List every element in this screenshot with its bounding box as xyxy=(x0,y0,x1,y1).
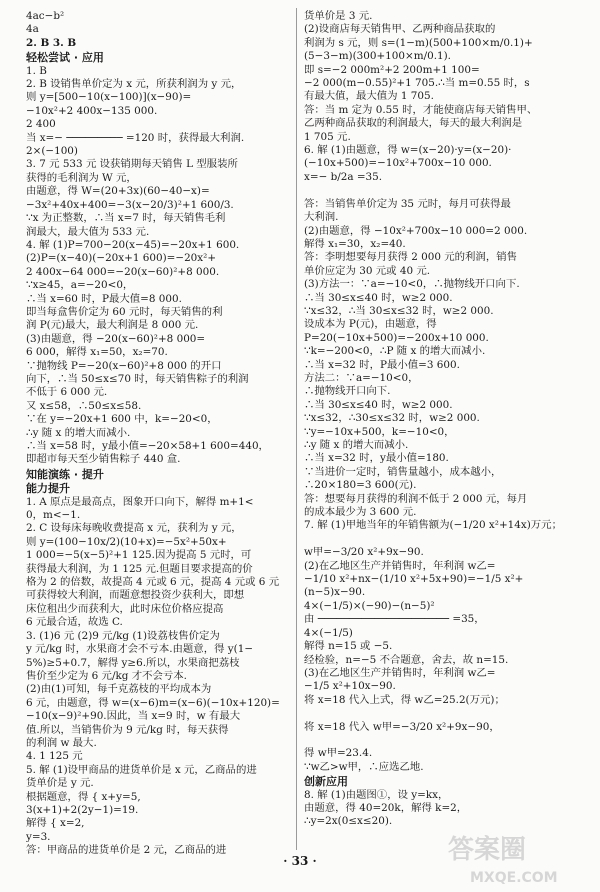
text-line xyxy=(304,533,578,546)
text-line: ∴y=2x(0≤x≤20). xyxy=(304,815,393,828)
text-line: 2 400x−64 000=−20(x−60)²+8 000. xyxy=(26,265,220,278)
text-line: 答：想要每月获得的利润不低于 2 000 元，每月 xyxy=(304,492,528,505)
text-line: 答：当 m 定为 0.55 时，才能使商店每天销售甲、 xyxy=(304,103,538,116)
text-line: ∴当 x=32 时，P最小值=3 600. xyxy=(304,358,460,371)
text-line: ∵x≤32，∴30≤x≤32 时，w≥2 000. xyxy=(304,412,480,425)
section-heading: 知能演练 · 提升 xyxy=(26,467,104,481)
text-line: 解得 n=15 或 −5. xyxy=(304,640,393,653)
text-line xyxy=(304,707,578,720)
text-line: 货单价是 3 元. xyxy=(304,10,373,22)
section-heading: 轻松尝试 · 应用 xyxy=(26,51,104,65)
text-line: 将 x=18 代入上式，得 w乙=25.2(万元)； xyxy=(304,693,505,706)
text-line: 8. 解 (1)由题图①，设 y=kx， xyxy=(304,788,449,801)
text-line: 1. A 原点是最高点，图象开口向下，解得 m+1< xyxy=(26,495,254,508)
text-line: 6 000，解得 x₁=50，x₂=70. xyxy=(26,346,168,359)
text-line: ∴y 随 x 的增大而减小. xyxy=(26,426,131,439)
text-line: ∵抛物线 P=−20(x−60)²+8 000 的开口 xyxy=(26,359,222,372)
text-line: 获得的毛利润为 W 元， xyxy=(26,171,137,184)
text-line: 1. B xyxy=(26,64,47,77)
text-line: 2×(−100) xyxy=(26,145,78,158)
text-line: ∵当进价一定时，销售量越小，成本越小， xyxy=(304,465,502,478)
text-line: 1 705 元. xyxy=(304,130,351,143)
text-line: 格为 2 的倍数，故提高 4 元或 6 元，提高 4 元或 6 元 xyxy=(26,576,280,589)
text-line: 的成本最少为 3 600 元. xyxy=(304,506,417,519)
text-line: 得 w甲=23.4. xyxy=(304,747,373,760)
text-line: 润最大，最大值为 533 元. xyxy=(26,225,150,238)
watermark-logo xyxy=(440,828,590,888)
text-line: 1 000=−5(x−5)²+1 125.因为提高 5 元时，可 xyxy=(26,549,252,562)
text-line: 3(x+1)+2(2y−1)=19. xyxy=(26,803,139,816)
text-line: P=20(−10x+500)=−200x+10 000. xyxy=(304,331,489,344)
text-line: 5. 解 (1)设甲商品的进货单价是 x 元，乙商品的进 xyxy=(26,763,257,776)
text-line: (2)在乙地区生产并销售时，年利润 w乙= xyxy=(304,559,496,572)
text-line: 大利润. xyxy=(304,211,339,224)
text-line: 2. C 设每床每晚收费提高 x 元，获利为 y 元， xyxy=(26,522,242,535)
text-line: 6. 解 (1)由题意，得 w=(x−20)·y=(x−20)· xyxy=(304,144,512,157)
section-heading: 能力提升 xyxy=(26,482,70,496)
text-line: y 元/kg 时，水果商才会不亏本.由题意，得 y(1− xyxy=(26,643,254,656)
text-line: 即 s=−2 000m²+2 200m+1 100= xyxy=(304,63,480,76)
text-line: 4. 解 (1)P=700−20(x−45)=−20x+1 600. xyxy=(26,238,240,251)
text-line: (2)设商店每天销售甲、乙两种商品获取的 xyxy=(304,23,496,36)
text-line: 3. 7 元 533 元 设获销期每天销售 L 型服装所 xyxy=(26,158,238,171)
text-line: 则 y=(100−10x/2)(10+x)=−5x²+50x+ xyxy=(26,535,227,548)
text-line: ∴y 随 x 的增大而减小. xyxy=(304,439,409,451)
text-line: (2)由(1)可知，每千克荔枝的平均成本为 xyxy=(26,683,212,696)
section-heading: 创新应用 xyxy=(304,775,348,789)
text-line: ∵k=−200<0，∴P 随 x 的增大而减小. xyxy=(304,345,486,358)
text-line: ∴当 x=60 时，P最大值=8 000. xyxy=(26,292,182,305)
text-line: 2 400 xyxy=(26,118,56,131)
text-line: 2. B 设销售单价定为 x 元，所获利润为 y 元， xyxy=(26,78,242,91)
text-line: x=− b/2a =35. xyxy=(304,170,383,183)
text-line: −3x²+40x+400=−3(x−20/3)²+1 600/3. xyxy=(26,198,234,211)
text-line: 值.所以，当销售价为 9 元/kg 时，每天获得 xyxy=(26,723,229,736)
text-line: 4. 1 125 元 xyxy=(26,750,83,763)
text-line: 可获得较大利润，而题意想投资少获利大，即想 xyxy=(26,589,245,602)
text-line: (2)P=(x−40)(−20x+1 600)=−20x²+ xyxy=(26,252,217,265)
text-line: 4ac−b² xyxy=(26,10,65,22)
text-line: 4×(−1/5) xyxy=(304,626,353,639)
text-line: 由 ───────────────────── =35， xyxy=(304,613,485,626)
text-line: (5−3−m)(300+100×m/0.1). xyxy=(304,50,451,63)
text-line: ∴当 30≤x≤40 时，w≥2 000. xyxy=(304,398,453,411)
text-line xyxy=(304,734,578,747)
text-line: 有最大值，最大值为 1 705. xyxy=(304,90,434,103)
text-line: ∵在 y=−20x+1 600 中，k=−20<0， xyxy=(26,413,218,426)
text-line: 即超市每天至少销售粽子 440 盒. xyxy=(26,453,181,466)
text-line: 利润为 s 元，则 s=(1−m)(500+100×m/0.1)+ xyxy=(304,36,533,49)
text-line: 的利润 w 最大. xyxy=(26,736,97,749)
text-line: 答：当销售单价定为 35 元时，每月可获得最 xyxy=(304,197,511,210)
text-line: w甲=−3/20 x²+9x−90. xyxy=(304,546,424,559)
text-line: 润 P(元)最大，最大利润是 8 000 元. xyxy=(26,319,199,332)
right-column xyxy=(304,10,578,852)
text-line: 经检验，n=−5 不合题意，舍去，故 n=15. xyxy=(304,653,509,666)
text-line: (n−5)x−90. xyxy=(304,586,366,599)
text-line: ∴当 30≤x≤40 时，w≥2 000. xyxy=(304,291,453,304)
text-line: ∵y=−10x+500，k=−10<0， xyxy=(304,425,455,438)
text-line: 4×(−1/5)×(−90)−(n−5)² xyxy=(304,599,435,612)
text-line: 解得 x₁=30，x₂=40. xyxy=(304,237,406,250)
text-line: 方法二：∵a=−10<0， xyxy=(304,371,419,384)
left-column xyxy=(26,10,290,857)
watermark-subtext: MXQE.COM xyxy=(470,870,558,886)
text-line: 4a xyxy=(26,23,39,36)
text-line: ∴当 x=58 时，y最小值=−20×58+1 600=440， xyxy=(26,440,269,452)
column-divider xyxy=(296,8,297,850)
text-line: ∵x 为正整数，∴当 x=7 时，每天销售毛利 xyxy=(26,212,226,225)
text-line: 又 x≤58，∴50≤x≤58. xyxy=(26,399,142,412)
text-line: 设成本为 P(元)，由题意，得 xyxy=(304,318,437,331)
text-line: 解得 { x=2, xyxy=(26,817,85,830)
text-line: ∴20×180=3 600(元). xyxy=(304,479,417,492)
text-line: ∴抛物线开口向下. xyxy=(304,385,391,398)
watermark-text: 答案圈 xyxy=(448,835,527,865)
text-line: 货单价是 y 元. xyxy=(26,777,94,790)
text-line: (−10x+500)=−10x²+700x−10 000. xyxy=(304,157,492,170)
text-line: ∵x≥45，a=−20<0， xyxy=(26,279,134,292)
text-line: 不低于 6 000 元. xyxy=(26,386,108,399)
text-line: (3)在乙地区生产并销售时，年利润 w乙= xyxy=(304,666,496,679)
text-line: 售价至少定为 6 元/kg 才不会亏本. xyxy=(26,669,187,682)
text-line: 2. B 3. B xyxy=(26,36,77,49)
text-line: 即当每盒售价定为 60 元时，每天销售的利 xyxy=(26,305,223,318)
text-line: ∵x≤32，∴当 30≤x≤32 时，w≥2 000. xyxy=(304,304,494,317)
text-line: 3. (1)6 元 (2)9 元/kg (1)设荔枝售价定为 xyxy=(26,629,220,642)
text-line xyxy=(304,184,578,197)
text-line: (3)方法一：∵a=−10<0，∴抛物线开口向下. xyxy=(304,278,520,291)
text-line: 乙两种商品获取的利润最大，每天的最大利润是 xyxy=(304,117,523,130)
text-line: ∴当 x=32 时，y最小值=180. xyxy=(304,452,449,465)
text-line: 答：甲商品的进货单价是 2 元，乙商品的进 xyxy=(26,844,227,857)
text-line: −10x²+2 400x−135 000. xyxy=(26,104,158,117)
text-line: 向下，∴当 50≤x≤70 时，每天销售粽子的利润 xyxy=(26,372,249,385)
page-number: · 33 · xyxy=(283,854,317,868)
text-line: −1/10 x²+nx−(1/10 x²+5x+90)=−1/5 x²+ xyxy=(304,573,524,586)
text-line: 获得最大利润，为 1 125 元.但题目要求提高的价 xyxy=(26,562,253,575)
text-line: 将 x=18 代入 w甲=−3/20 x²+9x−90， xyxy=(304,720,500,733)
text-line: y=3. xyxy=(26,830,51,843)
text-line: 6 元最合适，故选 C. xyxy=(26,616,123,629)
text-line: 6 元，由题意，得 w=(x−6)m=(x−6)(−10x+120)= xyxy=(26,696,280,709)
text-line: (2)由题意，得 −10x²+700x−10 000=2 000. xyxy=(304,224,528,237)
text-line: 则 y=[500−10(x−100)](x−90)= xyxy=(26,91,192,104)
text-line: 5%)≥5+0.7，解得 y≥6.所以，水果商把荔枝 xyxy=(26,656,240,669)
text-line: −2 000(m−0.55)²+1 705.∴当 m=0.55 时，s xyxy=(304,77,530,90)
text-line: 单价应定为 30 元或 40 元. xyxy=(304,264,431,277)
text-line: ∵w乙>w甲，∴应选乙地. xyxy=(304,760,424,773)
text-line: 根据题意，得 { x+y=5, xyxy=(26,790,141,803)
text-line: 7. 解 (1)甲地当年的年销售额为(−1/20 x²+14x)万元； xyxy=(304,519,562,532)
text-line: −10(x−9)²+90.因此，当 x=9 时，w 有最大 xyxy=(26,710,241,723)
text-line: 0，m<−1. xyxy=(26,509,81,522)
text-line: 由题意，得 40=20k，解得 k=2， xyxy=(304,801,468,814)
text-line: 由题意，得 W=(20+3x)(60−40−x)= xyxy=(26,185,210,198)
text-line: 当 x=− ───────── =120 时，获得最大利润. xyxy=(26,131,245,144)
text-line: 答：李明想要每月获得 2 000 元的利润，销售 xyxy=(304,251,517,264)
text-line: 床位租出少而获利大，此时床位价格应提高 xyxy=(26,602,224,615)
text-line: −1/5 x²+10x−90. xyxy=(304,680,396,693)
text-line: (3)由题意，得 −20(x−60)²+8 000= xyxy=(26,332,206,345)
